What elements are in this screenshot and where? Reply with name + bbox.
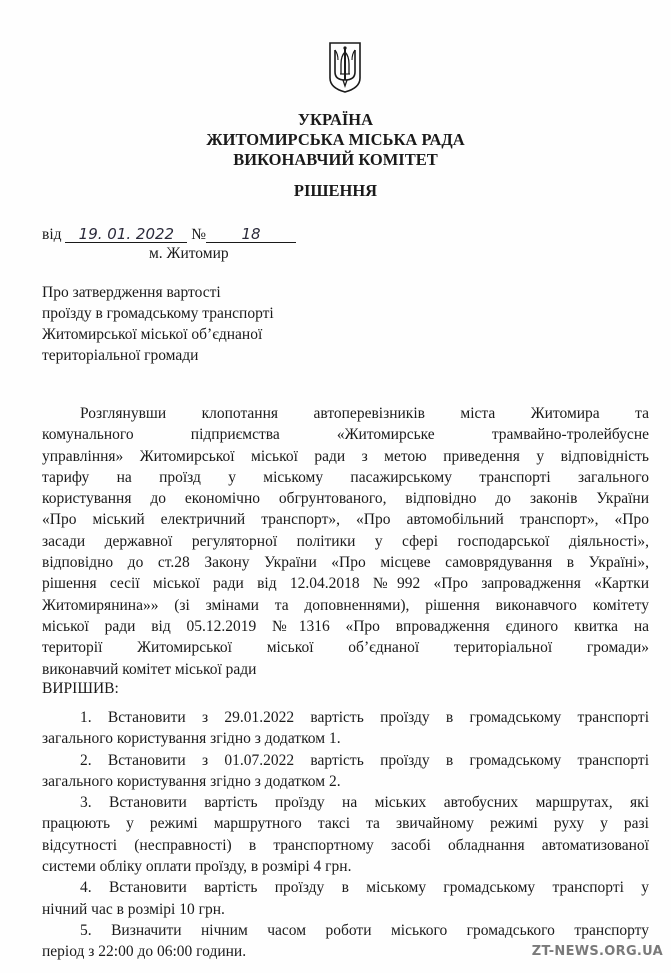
preamble-line: відповідно до ст.28 Закону України «Про місцеве самоврядування в Україні», <box>42 554 649 572</box>
resolved-label: ВИРІШИВ: <box>42 680 119 697</box>
subject-block <box>42 282 274 366</box>
document-type-heading: РІШЕННЯ <box>293 181 378 200</box>
preamble-line: управління» Житомирської міської ради з метою приведення у відповідність <box>42 447 649 465</box>
preamble-line: «Про міський електричний транспорт», «Про автомобільний транспорт», «Про <box>42 511 649 529</box>
preamble-line: комунального підприємства «Житомирське трамвайно-тролейбусне <box>42 426 649 444</box>
preamble-line: Розглянувши клопотання автоперевізників міста Житомира та <box>80 405 649 422</box>
item-2-line: загального користування згідно з додатком 2. <box>42 772 341 790</box>
item-1-line: загального користування згідно з додатком 1. <box>42 730 341 748</box>
preamble-line: засади державної регуляторної політики у сфері господарської діяльності», <box>42 532 649 550</box>
site-watermark: ZT-NEWS.ORG.UA <box>531 944 663 959</box>
preamble-line: тарифу на проїзд у міському пасажирському транспорті загального <box>42 468 649 486</box>
subject-line: Про затвердження вартості <box>42 284 221 301</box>
item-3-line: системи обліку оплати проїзду, в розмірі 4 грн. <box>42 858 352 876</box>
subject-line: Житомирської міської об’єднаної <box>42 326 263 343</box>
preamble-line: рішення сесії міської ради від 12.04.2018 №992 «Про запровадження «Картки <box>42 575 649 593</box>
city: м. Житомир <box>149 245 229 262</box>
item-4-line: 4. Встановити вартість проїзду в міському громадському транспорті у <box>80 879 649 897</box>
item-3-line: 3. Встановити вартість проїзду на міських автобусних маршрутах, які <box>80 794 649 812</box>
item-3-line: працюють у режимі маршрутного таксі та звичайному режимі руху у разі <box>42 815 649 833</box>
item-4-line: нічний час в розмірі 10 грн. <box>42 900 225 918</box>
preamble-line: користування до економічно обгрунтованого, відповідно до законів України <box>42 490 649 508</box>
preamble-line: виконавчий комітет міської ради <box>42 660 257 678</box>
subject-line: проїзду в громадському транспорті <box>42 305 274 322</box>
item-5-line: період з 22:00 до 06:00 години. <box>42 943 247 961</box>
dateline <box>42 225 296 245</box>
number-label: № <box>191 226 207 243</box>
item-3-line: відсутності (несправності) в транспортному засобі обладнання автоматизованої <box>42 836 649 854</box>
handwritten-date: 19. 01. 2022 <box>65 226 187 243</box>
country-heading: УКРАЇНА <box>297 110 374 129</box>
subject-line: територіальної громади <box>42 347 199 364</box>
trident-emblem-icon <box>327 40 363 94</box>
council-heading: ЖИТОМИРСЬКА МІСЬКА РАДА <box>206 130 465 149</box>
committee-heading: ВИКОНАВЧИЙ КОМІТЕТ <box>233 150 438 169</box>
handwritten-number: 18 <box>206 226 296 243</box>
date-label: від <box>42 226 62 243</box>
item-5-line: 5. Визначити нічним часом роботи міського громадського транспорту <box>80 921 649 939</box>
preamble-line: міської ради від 05.12.2019 №1316 «Про впровадження єдиного квитка на <box>42 617 649 635</box>
preamble-paragraph <box>42 403 649 680</box>
item-1-line: 1. Встановити з 29.01.2022 вартість проїзду в громадському транспорті <box>80 709 649 726</box>
resolution-items <box>42 707 649 963</box>
preamble-line: Житомирянина»» (зі змінами та доповненнями), рішення виконавчого комітету <box>42 596 649 614</box>
item-2-line: 2. Встановити з 01.07.2022 вартість проїзду в громадському транспорті <box>80 751 649 769</box>
preamble-line: території Житомирської міської об’єднаної територіальної громади» <box>42 639 649 657</box>
